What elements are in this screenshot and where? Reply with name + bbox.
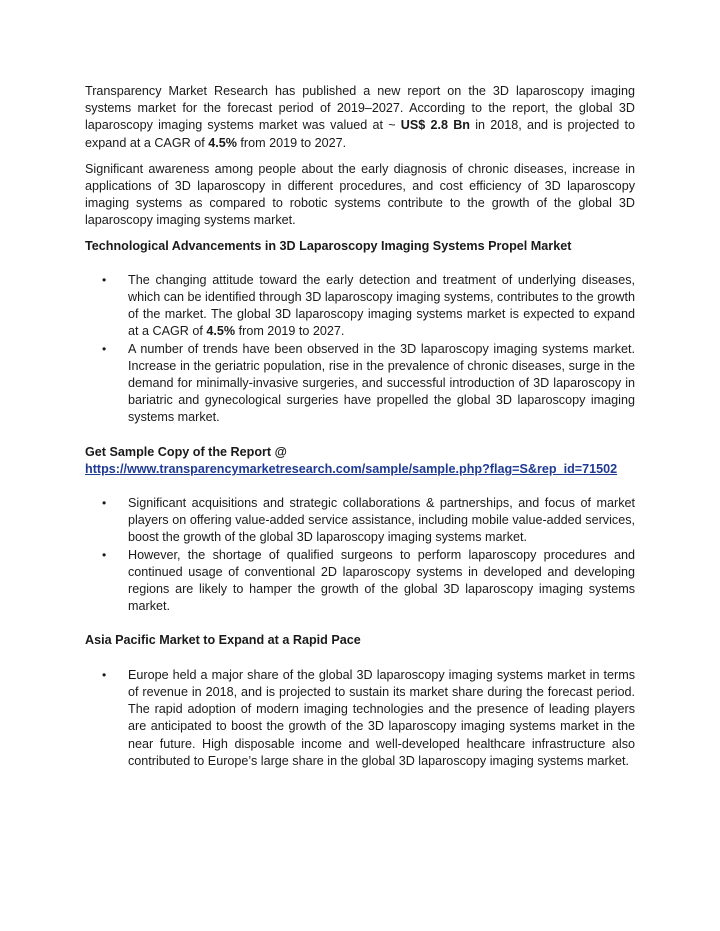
list-item — [85, 495, 635, 547]
list-item-text-b: from 2019 to 2027. — [235, 324, 345, 339]
bullet-icon: • — [102, 272, 107, 287]
intro-paragraph — [85, 83, 635, 152]
intro-text-c: in 2018, and is projected to expand at a CAGR of — [85, 118, 636, 150]
list-item-cagr: 4.5% — [206, 324, 236, 339]
regional-bullet-list — [85, 667, 635, 770]
bullet-icon: • — [102, 667, 107, 682]
intro-text-a: Transparency Market Research has published a new report on the 3D laparoscopy imaging systems market for the forecast period of 2019–2027. According to the report, the global — [85, 84, 635, 116]
section-heading-asia-pacific: Asia Pacific Market to Expand at a Rapid Pace — [85, 633, 361, 648]
bullet-icon: • — [102, 496, 107, 511]
document-page — [85, 83, 635, 770]
list-item-text: Significant acquisitions and strategic collaborations & partnerships, and focus of market players on offering value-added service assistance, including mobile value-added services, boost the growth of the global 3D laparoscopy imaging systems market. — [128, 496, 635, 545]
bullet-icon: • — [102, 341, 107, 356]
list-item-text: However, the shortage of qualified surgeons to perform laparoscopy procedures and continued usage of conventional 2D laparoscopy systems in developed and developing regions are likely to hamper the growth of the global 3D laparoscopy imaging systems market. — [128, 547, 635, 614]
intro-text-d: from 2019 to 2027. — [236, 135, 347, 150]
market-value: US$ 2.8 Bn — [400, 118, 470, 133]
list-item — [85, 341, 635, 427]
sample-report-link[interactable]: https://www.transparencymarketresearch.com/sample/sample.php?flag=S&rep_id=71502 — [85, 461, 618, 476]
list-item-text: Europe held a major share of the global 3D laparoscopy imaging systems market in terms of revenue in 2018, and is projected to sustain its market share during the forecast period. The rapid adoption of modern imaging technologies and the presence of leading players are anticipated to boost the growth of the 3D laparoscopy imaging systems market in the near future. High disposable income and well-developed healthcare infrastructure also contributed to Europe’s large share in the global 3D laparoscopy imaging systems market. — [128, 667, 635, 768]
bullet-icon: • — [102, 547, 107, 562]
technology-bullet-list — [85, 272, 635, 427]
section-heading-technology: Technological Advancements in 3D Laparoscopy Imaging Systems Propel Market — [85, 238, 572, 253]
cagr-value: 4.5% — [208, 135, 237, 150]
awareness-paragraph: Significant awareness among people about the early diagnosis of chronic diseases, increase in applications of 3D laparoscopy in different procedures, and cost efficiency of 3D laparoscopy imaging systems as compared to robotic systems contribute to the growth of the global 3D laparoscopy imaging systems market. — [85, 161, 635, 228]
list-item — [85, 272, 635, 341]
list-item-text: A number of trends have been observed in the 3D laparoscopy imaging systems market. Increase in the geriatric population, rise in the prevalence of chronic diseases, surge in the demand for minimally-invasive surgeries, and successful introduction of 3D laparoscopy in bariatric and gynecological surgeries have propelled the global 3D laparoscopy imaging systems market. — [128, 341, 635, 425]
market-link-text[interactable]: 3D laparoscopy imaging systems market — [85, 101, 635, 133]
intro-text-b: was valued at ~ — [297, 118, 401, 133]
list-item — [85, 667, 635, 770]
list-item-text-a: The changing attitude toward the early detection and treatment of underlying diseases, which can be identified through 3D laparoscopy imaging systems, contributes to the growth of the market. The global 3D laparoscopy imaging systems market is expected to expand at a CAGR of — [128, 272, 635, 339]
list-item — [85, 547, 635, 616]
sample-copy-title: Get Sample Copy of the Report @ — [85, 444, 287, 459]
market-factors-bullet-list — [85, 495, 635, 615]
